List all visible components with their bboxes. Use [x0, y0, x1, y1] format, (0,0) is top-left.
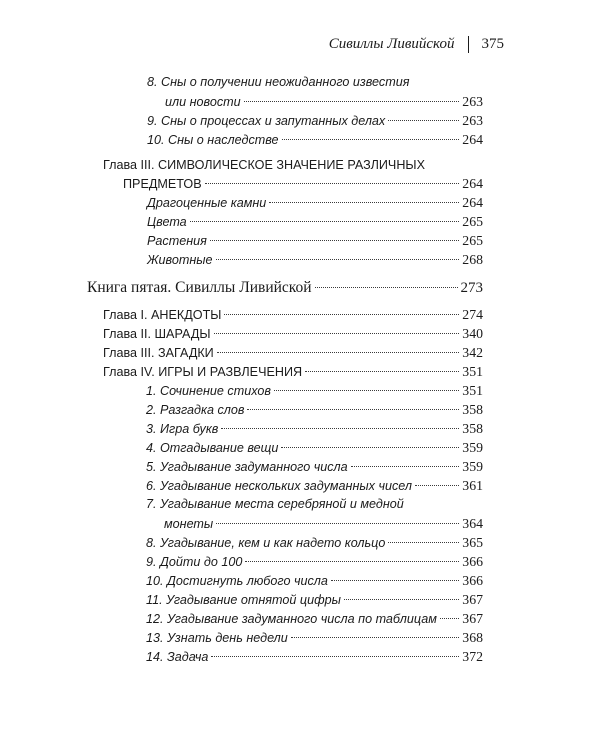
toc-entry [147, 111, 483, 130]
toc-entry-title: 10. Сны о наследстве [147, 133, 279, 147]
toc-entry-page: 351 [462, 364, 483, 379]
dot-leader [315, 287, 458, 288]
toc-entry [146, 552, 483, 571]
toc-entry [147, 250, 483, 269]
dot-leader [221, 428, 459, 429]
toc-entry [147, 73, 409, 92]
toc-entry-title: 12. Угадывание задуманного числа по таблицам [146, 612, 437, 626]
toc-entry-page: 265 [462, 233, 483, 248]
toc-entry [146, 609, 483, 628]
toc-entry-page: 263 [462, 94, 483, 109]
toc-entry-title: 5. Угадывание задуманного числа [146, 460, 348, 474]
toc-entry [146, 438, 483, 457]
toc-entry-page: 263 [462, 113, 483, 128]
toc-entry [87, 278, 483, 297]
toc-entry-title: 1. Сочинение стихов [146, 384, 271, 398]
toc-entry [146, 571, 483, 590]
dot-leader [291, 637, 460, 638]
running-head-section: Сивиллы Ливийской [328, 36, 455, 52]
toc-entry-page: 367 [462, 611, 483, 626]
toc-entry [146, 419, 483, 438]
dot-leader [210, 240, 459, 241]
dot-leader [247, 409, 459, 410]
toc-entry-title: 6. Угадывание нескольких задуманных чисел [146, 479, 412, 493]
dot-leader [214, 333, 460, 334]
dot-leader [216, 523, 459, 524]
toc-entry-title: или новости [165, 95, 241, 109]
dot-leader [415, 485, 459, 486]
toc-entry [146, 400, 483, 419]
toc-entry [103, 324, 483, 343]
toc-entry-title: ПРЕДМЕТОВ [123, 177, 202, 191]
dot-leader [190, 221, 460, 222]
toc-entry [103, 362, 483, 381]
toc-entry [123, 174, 483, 193]
toc-entry-page: 351 [462, 383, 483, 398]
toc-entry-title: Драгоценные камни [147, 196, 267, 210]
toc-entry-page: 358 [462, 421, 483, 436]
dot-leader [211, 656, 459, 657]
dot-leader [281, 447, 459, 448]
toc-entry-title: монеты [164, 517, 214, 531]
toc-entry-title: 11. Угадывание отнятой цифры [146, 593, 341, 607]
toc-entry-title: Растения [147, 234, 207, 248]
dot-leader [440, 618, 459, 619]
toc-entry-page: 340 [462, 326, 483, 341]
toc-entry [103, 343, 483, 362]
toc-entry-page: 265 [462, 214, 483, 229]
toc-entry-page: 372 [462, 649, 483, 664]
toc-entry-title: 10. Достигнуть любого числа [146, 574, 328, 588]
toc-entry-page: 367 [462, 592, 483, 607]
toc-entry-page: 268 [462, 252, 483, 267]
toc-entry-title: Глава III. СИМВОЛИЧЕСКОЕ ЗНАЧЕНИЕ РАЗЛИЧНЫХ [103, 158, 425, 172]
toc-entry [164, 514, 483, 533]
dot-leader [274, 390, 459, 391]
toc-entry-title: 2. Разгадка слов [146, 403, 245, 417]
toc-entry-page: 264 [462, 195, 483, 210]
toc-entry-title: Глава III. ЗАГАДКИ [103, 346, 214, 360]
dot-leader [217, 352, 460, 353]
toc-entry-page: 359 [462, 440, 483, 455]
toc-entry-page: 364 [462, 516, 483, 531]
toc-entry [146, 495, 404, 514]
toc-entry-title: Глава I. АНЕКДОТЫ [103, 308, 222, 322]
dot-leader [245, 561, 459, 562]
toc-entry-title: Книга пятая. Сивиллы Ливийской [87, 279, 312, 296]
dot-leader [216, 259, 460, 260]
page-number: 375 [481, 36, 504, 52]
toc-entry [103, 156, 425, 175]
dot-leader [269, 202, 459, 203]
toc-entry-title: Цвета [147, 215, 187, 229]
toc-entry-title: 8. Угадывание, кем и как надето кольцо [146, 536, 386, 550]
toc-entry-title: 9. Сны о процессах и запутанных делах [147, 114, 386, 128]
dot-leader [388, 120, 459, 121]
toc-entry-page: 342 [462, 345, 483, 360]
toc-entry-title: 7. Угадывание места серебряной и медной [146, 497, 404, 511]
toc-entry [165, 92, 483, 111]
toc-entry-page: 358 [462, 402, 483, 417]
toc-entry [147, 212, 483, 231]
toc-entry-title: 9. Дойти до 100 [146, 555, 243, 569]
toc-entry [146, 381, 483, 400]
toc-entry-title: 4. Отгадывание вещи [146, 441, 279, 455]
toc-entry-title: 14. Задача [146, 650, 209, 664]
toc-entry-page: 365 [462, 535, 483, 550]
toc-entry [146, 476, 483, 495]
toc-entry [146, 628, 483, 647]
toc-entry-page: 366 [462, 554, 483, 569]
toc-entry-title: Глава II. ШАРАДЫ [103, 327, 211, 341]
toc-entry-page: 264 [462, 132, 483, 147]
toc-entry [147, 130, 483, 149]
toc-entry-page: 368 [462, 630, 483, 645]
toc-entry-page: 361 [462, 478, 483, 493]
toc-entry-page: 366 [462, 573, 483, 588]
toc-entry-title: Глава IV. ИГРЫ И РАЗВЛЕЧЕНИЯ [103, 365, 303, 379]
toc-entry-title: 3. Игра букв [146, 422, 219, 436]
dot-leader [305, 371, 459, 372]
toc-entry [146, 647, 483, 666]
dot-leader [351, 466, 460, 467]
toc-entry [146, 590, 483, 609]
dot-leader [344, 599, 459, 600]
dot-leader [205, 183, 460, 184]
toc-entry-title: 13. Узнать день недели [146, 631, 288, 645]
toc-entry [103, 305, 483, 324]
toc-entry-title: 8. Сны о получении неожиданного известия [147, 75, 410, 89]
toc-entry-title: Животные [147, 253, 213, 267]
toc-entry-page: 273 [460, 280, 483, 296]
toc-entry-page: 274 [462, 307, 483, 322]
dot-leader [282, 139, 460, 140]
toc-entry-page: 359 [462, 459, 483, 474]
toc-entry-page: 264 [462, 176, 483, 191]
toc-entry [147, 231, 483, 250]
toc-entry [146, 457, 483, 476]
dot-leader [244, 101, 460, 102]
toc-entry [147, 193, 483, 212]
dot-leader [224, 314, 459, 315]
toc-entry [146, 533, 483, 552]
dot-leader [388, 542, 459, 543]
dot-leader [331, 580, 459, 581]
